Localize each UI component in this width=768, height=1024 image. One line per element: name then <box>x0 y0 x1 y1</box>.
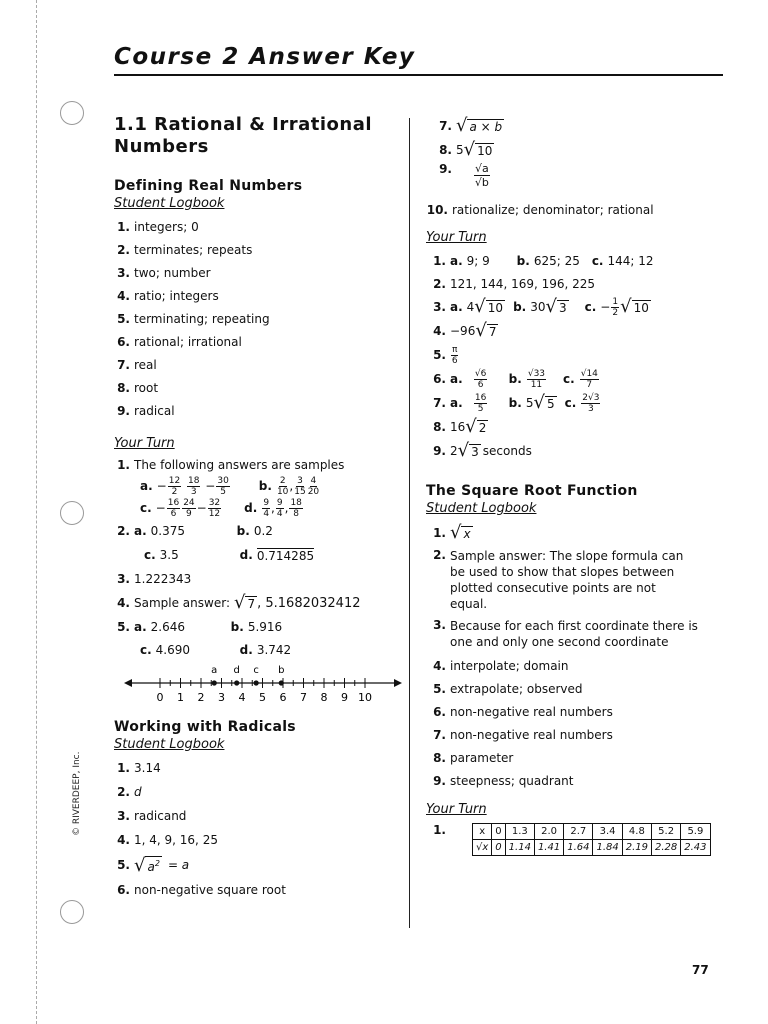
item-text: rational; irrational <box>134 334 242 349</box>
answer-list <box>114 455 399 705</box>
list-item: 4. 1, 4, 9, 16, 25 <box>117 833 218 847</box>
item-text: ratio; integers <box>134 288 219 303</box>
answer-list <box>114 756 399 902</box>
number-line-point <box>279 680 284 685</box>
list-item: 1. The following answers are samples <box>117 458 345 472</box>
item-number: 9. <box>117 403 130 418</box>
number-line-tick-label: 9 <box>341 691 348 704</box>
table-cell: 5.9 <box>681 824 710 840</box>
number-line-tick-label: 6 <box>279 691 287 704</box>
table-cell: 1.84 <box>593 840 622 856</box>
number-line-tick-label: 4 <box>238 691 246 704</box>
number-line-tick-label: 1 <box>177 691 184 704</box>
radical: √ a × b <box>456 115 503 136</box>
list-item <box>114 330 399 353</box>
page-title: Course 2 Answer Key <box>114 44 416 70</box>
subheading: Student Logbook <box>114 196 225 211</box>
list-item: 3. a. 4 √ 10 b. 30 √ 3 c. − $\frac{1}{2}$ √ 10 <box>433 296 649 318</box>
answer-list <box>426 249 726 463</box>
answer-list <box>114 215 399 422</box>
list-item: 8. 16 √ 2 <box>433 416 487 437</box>
list-item <box>114 261 399 284</box>
list-item: 3. radicand <box>117 809 187 823</box>
table-header-cell: √x <box>473 840 492 856</box>
list-item: 6. non-negative real numbers <box>433 704 613 719</box>
table-cell: 1.64 <box>564 840 593 856</box>
table-cell: 2.7 <box>564 824 593 840</box>
copyright-notice: © RIVERDEEP, Inc. <box>72 751 82 836</box>
number-line-tick-label: 8 <box>320 691 328 704</box>
item-number: 7. <box>117 357 130 372</box>
list-item: 1. x 0 1.3 2.0 2.7 3.4 4.8 5.2 5.9 √x 0 1.14 1.41 1.64 1.84 2.19 2.28 2.43 <box>426 823 726 856</box>
list-item: 4. −96 √ 7 <box>433 320 497 341</box>
table-cell: 0 <box>492 824 505 840</box>
list-item: 8. parameter <box>433 750 514 765</box>
subheading: Your Turn <box>426 802 487 817</box>
perforation-line <box>36 0 37 1024</box>
title-rule <box>114 74 723 76</box>
list-item: c. − $\frac{16}{6}$ $\frac{24}{9}$ − $\frac{32}{12}$ d. $\frac{9}{4}$ , $\frac{9}{4}$ , $\frac{18}{8}$ <box>140 497 302 519</box>
section-heading: Defining Real Numbers <box>114 178 303 194</box>
item-number: 6. <box>117 334 130 349</box>
list-item <box>114 284 399 307</box>
list-item: 5. $\frac{\pi}{6}$ <box>433 344 458 366</box>
page-number: 77 <box>692 963 709 977</box>
list-item: 9. 2 √ 3 seconds <box>433 440 532 461</box>
list-item: 2. Sample answer: The slope formula can be used to show that slopes between plotted consecutive points are not equal. <box>433 548 684 611</box>
item-text: terminating; repeating <box>134 311 270 326</box>
number-line-point <box>254 680 259 685</box>
list-item: 4. interpolate; domain <box>433 658 569 673</box>
list-item: 8. 5 √ 10 <box>439 139 493 160</box>
item-number: 4. <box>117 288 130 303</box>
list-item: 2. d <box>117 785 142 799</box>
list-item <box>114 215 399 238</box>
list-item: 3. Because for each first coordinate there is one and only one second coordinate <box>433 618 698 649</box>
subheading: Your Turn <box>426 230 487 245</box>
number-line-point-label: c <box>253 665 259 676</box>
list-item <box>114 238 399 261</box>
table-cell: 5.2 <box>652 824 681 840</box>
list-item: 4. Sample answer: √ 7 , 5.1682032412 <box>117 592 361 613</box>
number-line-point-label: a <box>211 665 218 676</box>
subheading: Student Logbook <box>114 737 225 752</box>
item-number: 2. <box>117 242 130 257</box>
item-text: integers; 0 <box>134 219 199 234</box>
table-cell: 1.14 <box>505 840 534 856</box>
list-item: 1. 3.14 <box>117 761 161 775</box>
section-heading: Working with Radicals <box>114 719 296 735</box>
number-line-tick-label: 0 <box>156 691 164 704</box>
right-column <box>426 114 726 856</box>
list-item <box>114 399 399 422</box>
number-line-tick-label: 2 <box>197 691 205 704</box>
list-item: 3. 1.222343 <box>117 572 192 586</box>
item-text: two; number <box>134 265 211 280</box>
left-column <box>114 114 399 902</box>
binder-hole-icon <box>60 900 84 924</box>
item-number: 8. <box>117 380 130 395</box>
section-heading: The Square Root Function <box>426 483 638 499</box>
table-cell: 2.19 <box>622 840 651 856</box>
fraction-set: − $\frac{12}{2}$ $\frac{18}{3}$ − $\frac{30}{5}$ <box>156 475 229 497</box>
list-item: 5. a. 2.646 b. 5.916 <box>117 620 283 634</box>
list-item <box>114 307 399 330</box>
list-item: 5. extrapolate; observed <box>433 681 583 696</box>
list-item: 5. √ $a^2$ = a <box>117 855 190 876</box>
table-cell: 4.8 <box>622 824 651 840</box>
subheading: Student Logbook <box>426 501 537 516</box>
item-number: 1. <box>117 219 130 234</box>
binder-hole-icon <box>60 101 84 125</box>
list-item: 7. a. $\frac{16}{5}$ b. 5 √ 5 c. $\frac{2√3}{3}$ <box>433 392 600 414</box>
number-line-tick-label: 10 <box>358 691 372 704</box>
radical: √ 10 <box>463 139 493 160</box>
table-row <box>473 824 711 840</box>
item-number: 5. <box>117 311 130 326</box>
number-line-point <box>212 680 217 685</box>
table-cell: 2.28 <box>652 840 681 856</box>
list-item: 9. $\frac{√a}{√b}$ <box>439 162 489 189</box>
item-text: terminates; repeats <box>134 242 253 257</box>
list-item: 7. √ a × b <box>439 115 503 136</box>
table-cell: 2.0 <box>534 824 563 840</box>
number-line-point <box>234 680 239 685</box>
answer-list <box>426 520 726 792</box>
table-header-cell: x <box>473 824 492 840</box>
list-item: 2. a. 0.375 b. 0.2 <box>117 524 273 538</box>
number-line-tick-label: 7 <box>300 691 307 704</box>
table-cell: 1.3 <box>505 824 534 840</box>
item-number: 3. <box>117 265 130 280</box>
item-text: real <box>134 357 157 372</box>
item-text: root <box>134 380 159 395</box>
item-text: radical <box>134 403 175 418</box>
radical: √ 7 <box>233 592 256 613</box>
list-item: 1. a. 9; 9 b. 625; 25 c. 144; 12 <box>433 253 654 268</box>
table-cell: 3.4 <box>593 824 622 840</box>
number-line-tick-label: 5 <box>259 691 266 704</box>
values-table <box>472 823 711 856</box>
section-title: 1.1 Rational & Irrational Numbers <box>114 114 373 157</box>
table-cell: 0 <box>492 840 505 856</box>
radical: √ $a^2$ <box>134 855 160 876</box>
list-item: 7. non-negative real numbers <box>433 727 613 742</box>
number-line <box>124 661 404 705</box>
table-cell: 1.41 <box>534 840 563 856</box>
list-item: 1. √ x <box>433 522 471 543</box>
number-line-point-label: b <box>278 665 285 676</box>
number-line-point-label: d <box>233 665 240 676</box>
column-divider <box>409 118 410 928</box>
list-item: 9. steepness; quadrant <box>433 773 574 788</box>
list-item: c. 3.5 d. 0.714285 <box>144 548 315 563</box>
fraction: $\frac{√a}{√b}$ <box>474 162 489 189</box>
list-item: 10. rationalize; denominator; rational <box>426 203 654 217</box>
list-item <box>114 376 399 399</box>
subheading: Your Turn <box>114 436 175 451</box>
list-item: 6. non-negative square root <box>117 883 286 897</box>
list-item: c. 4.690 d. 3.742 <box>140 643 292 657</box>
list-item: 6. a. $\frac{√6}{6}$ b. $\frac{√33}{11}$ c. $\frac{√14}{7}$ <box>433 368 598 390</box>
list-item <box>114 353 399 376</box>
binder-hole-icon <box>60 501 84 525</box>
table-row <box>473 840 711 856</box>
number-line-tick-label: 3 <box>218 691 225 704</box>
list-item: 2. 121, 144, 169, 196, 225 <box>433 276 596 291</box>
table-cell: 2.43 <box>681 840 710 856</box>
list-item: a. − $\frac{12}{2}$ $\frac{18}{3}$ − $\frac{30}{5}$ b. $\frac{2}{10}$ , $\frac{3}{15}$ $\frac{4}{20}$ <box>140 475 320 497</box>
